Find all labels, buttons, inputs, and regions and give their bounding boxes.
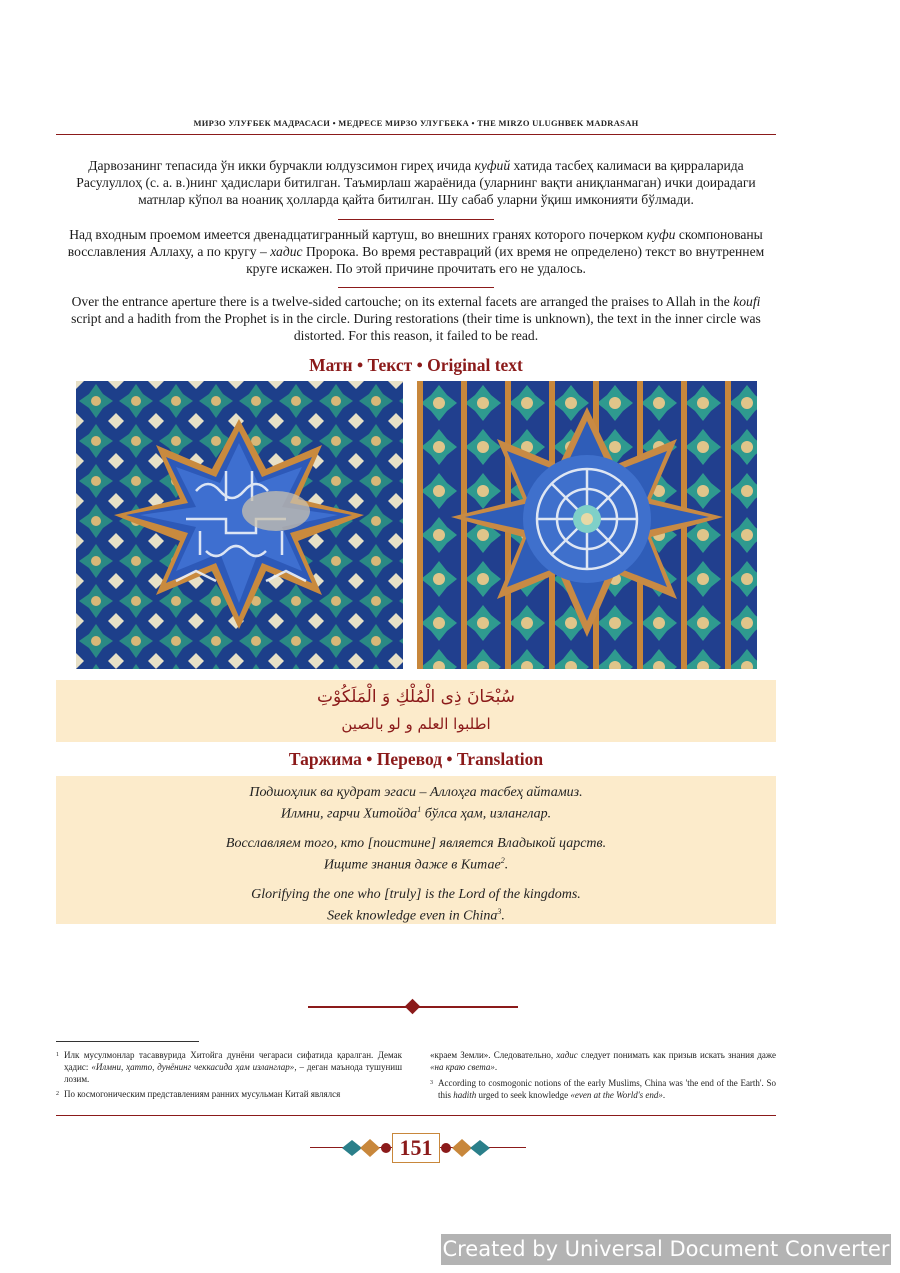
original-text-heading: Матн • Текст • Original text [309, 355, 523, 375]
translation-uz-line-1: Подшоҳлик ва қудрат эгаси – Аллоҳга тасбеҳ айтамиз. [249, 785, 583, 800]
translation-band [56, 776, 776, 924]
paragraph-english: Over the entrance aperture there is a twelve-sided cartouche; on its external facets are arranged the praises to Allah in the koufi script and a hadith from the Prophet is in the circle. During restorations (their time is unknown), the text in the inner circle was distorted. For this reason, it failed to be read. [71, 294, 761, 343]
footnote-1: 1 Илк мусулмонлар тасаввурида Хитойга дунёни чегараси сифатида қаралган. Демак ҳадис: «Илмни, ҳатто, дунёнинг чеккасида ҳам изланглар», – деган маънода тушуниш лозим. [56, 1050, 403, 1084]
header-rule [56, 134, 776, 135]
footnote-2-continued: «краем Земли». Следовательно, хадис следует понимать как призыв искать знания даже «на краю света». [430, 1050, 776, 1072]
ornament-left-icon [340, 1136, 392, 1160]
paragraph-uzbek: Дарвозанинг тепасида ўн икки бурчакли юлдузсимон гиреҳ ичида куфий хатида тасбеҳ калимаси ва қирраларида Расулуллоҳ (с. а. в.)нинг ҳадислари битилган. Таъмирлаш жараёнида (уларнинг вақти аниқланмаган) ички доирадаги матнлар кўпол ва ноаниқ ҳолларда қайта битилган. Шу сабаб уларни ўқиш имконияти бўлмади. [76, 158, 756, 207]
separator-rule [338, 287, 494, 288]
diamond-ornament-icon [405, 999, 421, 1015]
arabic-text-band [56, 680, 776, 742]
footnote-3: 3 According to cosmogonic notions of the early Muslims, China was 'the end of the Earth'. So this hadith urged to seek knowledge «even at the World's end». [430, 1078, 776, 1100]
translation-ru-line-1: Восславляем того, кто [поистине] является Владыкой царств. [225, 836, 607, 851]
footnote-2: 2 По космогоническим представлениям ранних мусульман Китай являлся [56, 1089, 341, 1099]
arabic-line-1: سُبْحَانَ ذِی الْمُلْكِ وَ الْمَلَكُوْتِ [317, 687, 515, 707]
separator-rule [338, 219, 494, 220]
arabic-line-2: اطلبوا العلم و لو بالصين [341, 715, 491, 733]
translation-en-line-1: Glorifying the one who [truly] is the Lord of the kingdoms. [251, 887, 581, 902]
ornament-right-icon [440, 1136, 492, 1160]
translation-en-line-2: Seek knowledge even in China$^3$. [327, 907, 505, 924]
running-header: МИРЗО УЛУҒБЕК МАДРАСАСИ • МЕДРЕСЕ МИРЗО УЛУГБЕКА • THE MIRZO ULUGHBEK MADRASAH [193, 118, 639, 128]
translation-heading: Таржима • Перевод • Translation [288, 749, 544, 769]
footer-rule [56, 1115, 776, 1116]
translation-uz-line-2: Илмни, гарчи Хитойда$^1$ бўлса ҳам, изланглар. [280, 805, 552, 822]
watermark-banner: Created by Universal Document Converter [441, 1234, 891, 1265]
footnote-rule [56, 1041, 199, 1042]
translation-ru-line-2: Ищите знания даже в Китае$^2$. [323, 856, 509, 873]
paragraph-russian: Над входным проемом имеется двенадцатигранный картуш, во внешних гранях которого почерком куфи скомпонованы восславления Аллаху, а по кругу – хадис Пророка. Во время реставраций (их время не определено) текст во внутреннем круге искажен. По этой причине прочитать его не удалось. [67, 227, 765, 276]
cartouche-photo-right [417, 381, 757, 669]
page-number: 151 [392, 1133, 440, 1163]
cartouche-photo-left [76, 381, 403, 669]
